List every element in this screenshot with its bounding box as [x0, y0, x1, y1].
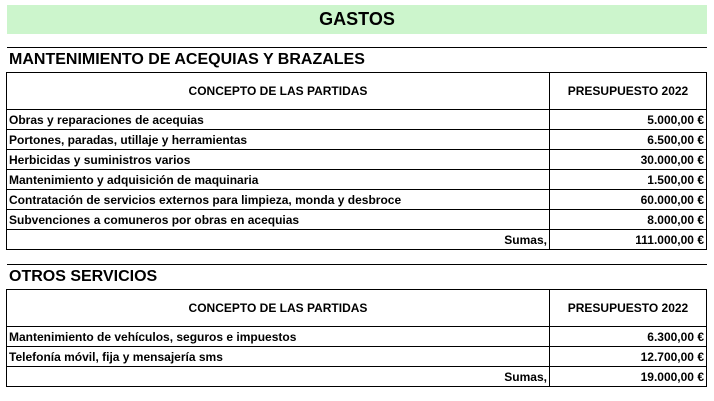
row-concept: Portones, paradas, utillaje y herramientas	[7, 130, 550, 150]
row-concept: Telefonía móvil, fija y mensajería sms	[7, 347, 550, 367]
row-concept: Mantenimiento de vehículos, seguros e impuestos	[7, 327, 550, 347]
table-row	[7, 130, 707, 150]
table-row	[7, 347, 707, 367]
sum-amount: 111.000,00 €	[549, 230, 706, 250]
section-title: OTROS SERVICIOS	[9, 268, 158, 285]
table-row	[7, 170, 707, 190]
row-amount: 6.500,00 €	[549, 130, 706, 150]
row-concept: Obras y reparaciones de acequias	[7, 110, 550, 130]
table-row	[7, 190, 707, 210]
column-header-concept: CONCEPTO DE LAS PARTIDAS	[7, 290, 550, 327]
row-amount: 6.300,00 €	[549, 327, 706, 347]
row-amount: 12.700,00 €	[549, 347, 706, 367]
section-divider	[7, 264, 707, 265]
sum-amount: 19.000,00 €	[549, 367, 706, 387]
budget-table-maintenance	[6, 72, 707, 250]
page-title: GASTOS	[7, 5, 707, 34]
table-row	[7, 150, 707, 170]
table-row	[7, 210, 707, 230]
table-header-row	[7, 73, 707, 110]
row-concept: Mantenimiento y adquisición de maquinaria	[7, 170, 550, 190]
row-amount: 1.500,00 €	[549, 170, 706, 190]
column-header-budget: PRESUPUESTO 2022	[549, 73, 706, 110]
table-row	[7, 110, 707, 130]
totals-row	[7, 230, 707, 250]
column-header-budget: PRESUPUESTO 2022	[549, 290, 706, 327]
budget-table-other-services	[6, 289, 707, 387]
table-header-row	[7, 290, 707, 327]
section-divider	[7, 47, 707, 48]
row-concept: Subvenciones a comuneros por obras en acequias	[7, 210, 550, 230]
sum-label: Sumas,	[7, 230, 550, 250]
row-amount: 60.000,00 €	[549, 190, 706, 210]
row-concept: Herbicidas y suministros varios	[7, 150, 550, 170]
table-row	[7, 327, 707, 347]
row-amount: 8.000,00 €	[549, 210, 706, 230]
section-title: MANTENIMIENTO DE ACEQUIAS Y BRAZALES	[9, 51, 365, 68]
sum-label: Sumas,	[7, 367, 550, 387]
row-amount: 30.000,00 €	[549, 150, 706, 170]
totals-row	[7, 367, 707, 387]
row-amount: 5.000,00 €	[549, 110, 706, 130]
column-header-concept: CONCEPTO DE LAS PARTIDAS	[7, 73, 550, 110]
row-concept: Contratación de servicios externos para limpieza, monda y desbroce	[7, 190, 550, 210]
